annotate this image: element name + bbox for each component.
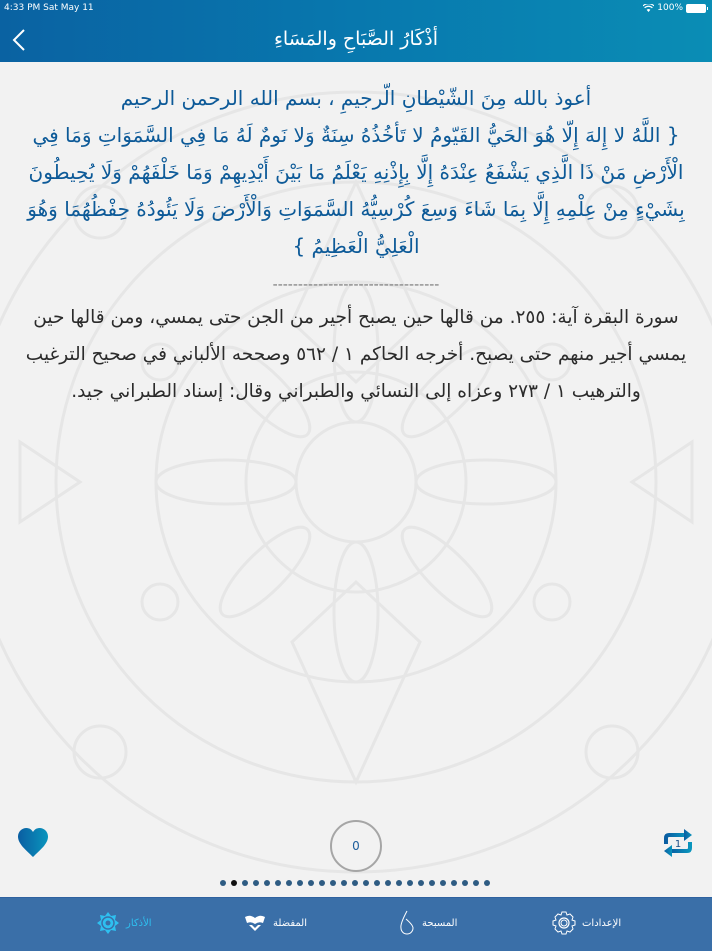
repeat-count: 1 [674, 839, 682, 850]
zikr-ayah-text: { اللَّهُ لا إِلهَ إِلّا هُوَ الحَيُّ القَيّومُ لا تَأخُذُهُ سِنَةٌ وَلا نَومٌ لَهُ مَا فِي السَّمَوَاتِ وَمَا فِي الْأَرْضِ مَنْ ذَا الَّذِي يَشْفَعُ عِنْدَهُ إِلَّا بِإِذْنِهِ يَعْلَمُ مَا بَيْنَ أَيْدِيهِمْ وَمَا خَلْفَهُمْ وَلَا يُحِيطُونَ بِشَيْءٍ مِنْ عِلْمِهِ إِلَّا بِمَا شَاءَ وَسِعَ كُرْسِيُّهُ السَّمَوَاتِ وَالْأَرْضَ وَلَا يَئُودُهُ حِفْظُهُمَا وَهُوَ الْعَلِيُّ الْعَظِيمُ } [27, 123, 685, 258]
tab-label: الإعدادات [582, 917, 622, 929]
tab-settings[interactable] [552, 910, 621, 936]
page-dot[interactable] [308, 880, 314, 886]
repeat-icon [660, 828, 696, 858]
page-dot[interactable] [385, 880, 391, 886]
page-dot[interactable] [440, 880, 446, 886]
bottom-tab-bar [0, 897, 712, 951]
page-dot[interactable] [396, 880, 402, 886]
page-dot[interactable] [275, 880, 281, 886]
status-time: 4:33 PM Sat May 11 [4, 3, 94, 13]
page-dot[interactable] [264, 880, 270, 886]
page-dot[interactable] [297, 880, 303, 886]
quran-book-icon [243, 913, 267, 933]
wifi-icon [643, 4, 654, 12]
page-dot[interactable] [374, 880, 380, 886]
tab-label: المفضلة [273, 917, 308, 929]
drop-icon [398, 910, 416, 936]
page-dot[interactable] [220, 880, 226, 886]
page-dot[interactable] [451, 880, 457, 886]
zikr-intro: أعوذ بالله مِنَ الشّيْطانِ الّرجيمِ ، بسم الله الرحمن الرحيم [120, 86, 592, 110]
page-dot[interactable] [363, 880, 369, 886]
page-dot[interactable] [429, 880, 435, 886]
favorite-button[interactable] [16, 826, 50, 860]
gear-icon [552, 911, 576, 935]
page-dot[interactable] [231, 880, 237, 886]
tab-label: المسبحة [422, 917, 458, 929]
page-dot[interactable] [407, 880, 413, 886]
page-dot[interactable] [484, 880, 490, 886]
page-dot[interactable] [341, 880, 347, 886]
page-dot[interactable] [418, 880, 424, 886]
tasbih-counter-button[interactable] [330, 820, 382, 872]
page-indicator[interactable] [220, 880, 490, 888]
page-dot[interactable] [352, 880, 358, 886]
nav-header [0, 0, 712, 62]
section-divider: --------------------------------- [272, 277, 440, 293]
tab-azkar[interactable] [96, 910, 152, 936]
tab-tasbih[interactable] [398, 910, 457, 936]
zikr-reference-note: سورة البقرة آية: ٢٥٥. من قالها حين يصبح أجير من الجن حتى يمسي، ومن قالها حين يمسي أجير منهم حتى يصبح. أخرجه الحاكم ١ / ٥٦٢ وصححه الألباني في صحيح الترغيب والترهيب ١ / ٢٧٣ وعزاه إلى النسائي والطبراني وقال: إسناد الطبراني جيد. [25, 307, 687, 402]
page-dot[interactable] [473, 880, 479, 886]
page-dot[interactable] [253, 880, 259, 886]
zikr-content [8, 80, 704, 410]
page-dot[interactable] [462, 880, 468, 886]
status-bar [0, 0, 712, 16]
page-dot[interactable] [330, 880, 336, 886]
repeat-button[interactable] [660, 828, 696, 858]
tab-favorites[interactable] [243, 910, 307, 936]
status-right [643, 3, 706, 13]
heart-icon [16, 826, 50, 860]
counter-value: 0 [352, 839, 360, 853]
battery-icon [686, 4, 706, 13]
page-dot[interactable] [286, 880, 292, 886]
page-dot[interactable] [319, 880, 325, 886]
page-dot[interactable] [242, 880, 248, 886]
mosque-star-icon [96, 911, 120, 935]
tab-label: الأذكار [126, 917, 152, 929]
page-title: أذْكَارُ الصَّبَاحِ والمَسَاءِ [273, 28, 439, 50]
battery-percent: 100% [657, 3, 683, 13]
